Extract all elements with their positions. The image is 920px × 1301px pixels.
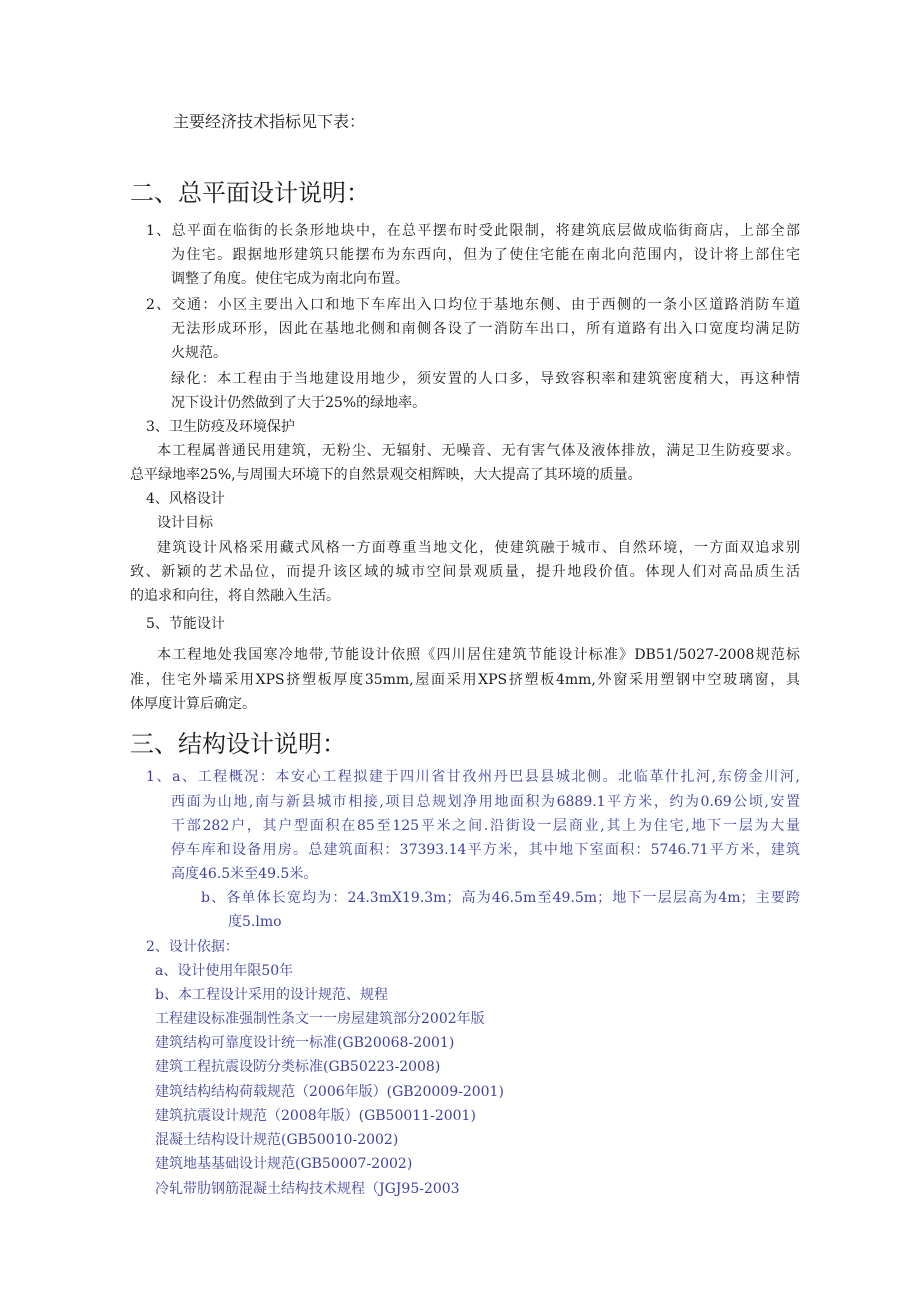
paragraph-line: 建筑设计风格采用藏式风格一方面尊重当地文化，使建筑融于城市、自然环境，一方面双追求别 xyxy=(157,540,800,556)
paragraph-line: 的追求和向往，将自然融入生活。 xyxy=(130,588,340,604)
code-list-item: 建筑结构结构荷载规范（2006年版）(GB20009-2001) xyxy=(155,1084,504,1100)
paragraph-line: 2、交通：小区主要出入口和地下车库出入口均位于基地东侧、由于西侧的一条小区道路消防车道 xyxy=(146,297,800,313)
paragraph-line: 况下设计仍然做到了大于25%的绿地率。 xyxy=(171,395,427,411)
paragraph-line: 度5.lmo xyxy=(228,914,282,930)
paragraph-line: b、各单体长宽均为：24.3mX19.3m；高为46.5m至49.5m；地下一层层高为4m；主要跨 xyxy=(201,890,800,906)
section-2-item-5-title: 5、节能设计 xyxy=(146,616,225,632)
paragraph-line: 火规范。 xyxy=(171,345,227,361)
paragraph-line: 干部282户，其户型面积在85至125平米之间.沿街设一层商业,其上为住宅,地下一层为大量 xyxy=(171,818,800,834)
paragraph-line: 致、新颖的艺术品位，而提升该区域的城市空间景观质量，提升地段价值。体现人们对高品质生活 xyxy=(130,564,800,580)
section-3-item-2b: b、本工程设计采用的设计规范、规程 xyxy=(155,987,388,1003)
paragraph-line: 绿化：本工程由于当地建设用地少，须安置的人口多，导致容积率和建筑密度稍大，再这种情 xyxy=(171,371,800,387)
code-list-item: 混凝土结构设计规范(GB50010-2002) xyxy=(155,1132,399,1148)
code-list-item: 建筑地基基础设计规范(GB50007-2002) xyxy=(155,1156,413,1172)
paragraph-line: 高度46.5米至49.5米。 xyxy=(171,866,318,882)
code-list-item: 建筑抗震设计规范（2008年版）(GB50011-2001) xyxy=(155,1108,476,1124)
paragraph-line: 为住宅。跟据地形建筑只能摆布为东西向，但为了使住宅能在南北向范围内，设计将上部住宅 xyxy=(171,247,800,263)
paragraph-line: 停车库和设备用房。总建筑面积：37393.14平方米，其中地下室面积：5746.71平方米，建筑 xyxy=(171,842,800,858)
section-3-heading: 三、结构设计说明： xyxy=(130,730,346,758)
section-3-item-2a: a、设计使用年限50年 xyxy=(155,963,294,979)
paragraph-line: 西面为山地,南与新县城市相接,项目总规划净用地面积为6889.1平方米，约为0.69公顷,安置 xyxy=(171,794,800,810)
intro-text: 主要经济技术指标见下表： xyxy=(173,112,366,131)
paragraph-line: 本工程属普通民用建筑，无粉尘、无辐射、无噪音、无有害气体及液体排放，满足卫生防疫要求。 xyxy=(157,443,800,459)
code-list-item: 冷轧带肋钢筋混凝土结构技术规程（JGJ95-2003 xyxy=(155,1181,460,1197)
paragraph-line: 总平绿地率25%,与周围大环境下的自然景观交相辉映，大大提高了其环境的质量。 xyxy=(130,467,642,483)
paragraph-line: 准，住宅外墙采用XPS挤塑板厚度35mm,屋面采用XPS挤塑板4mm,外窗采用塑钢中空玻璃窗，具 xyxy=(130,672,800,688)
code-list-item: 建筑工程抗震设防分类标准(GB50223-2008) xyxy=(155,1059,441,1075)
section-2-item-4-title: 4、风格设计 xyxy=(146,491,225,507)
paragraph-line: 调整了角度。使住宅成为南北向布置。 xyxy=(171,271,409,287)
section-2-item-3-title: 3、卫生防疫及环境保护 xyxy=(146,419,295,435)
paragraph-line: 1、总平面在临街的长条形地块中，在总平摆布时受此限制，将建筑底层做成临街商店，上部全部 xyxy=(146,223,800,239)
paragraph-line: 体厚度计算后确定。 xyxy=(130,696,256,712)
section-2-item-4-subtitle: 设计目标 xyxy=(157,515,213,531)
paragraph-line: 无法形成环形，因此在基地北侧和南侧各设了一消防车出口，所有道路有出入口宽度均满足防 xyxy=(171,321,800,337)
paragraph-line: 1、a、工程概况：本安心工程拟建于四川省甘孜州丹巴县县城北侧。北临革什扎河,东傍金川河, xyxy=(146,769,800,785)
paragraph-line: 本工程地处我国寒冷地带,节能设计依照《四川居住建筑节能设计标准》DB51/5027-2008规范标 xyxy=(157,647,800,663)
code-list-item: 工程建设标准强制性条文一一房屋建筑部分2002年版 xyxy=(155,1011,485,1027)
code-list-item: 建筑结构可靠度设计统一标准(GB20068-2001) xyxy=(155,1035,455,1051)
section-3-item-2-title: 2、设计依据： xyxy=(146,939,239,955)
section-2-heading: 二、总平面设计说明： xyxy=(130,179,370,207)
